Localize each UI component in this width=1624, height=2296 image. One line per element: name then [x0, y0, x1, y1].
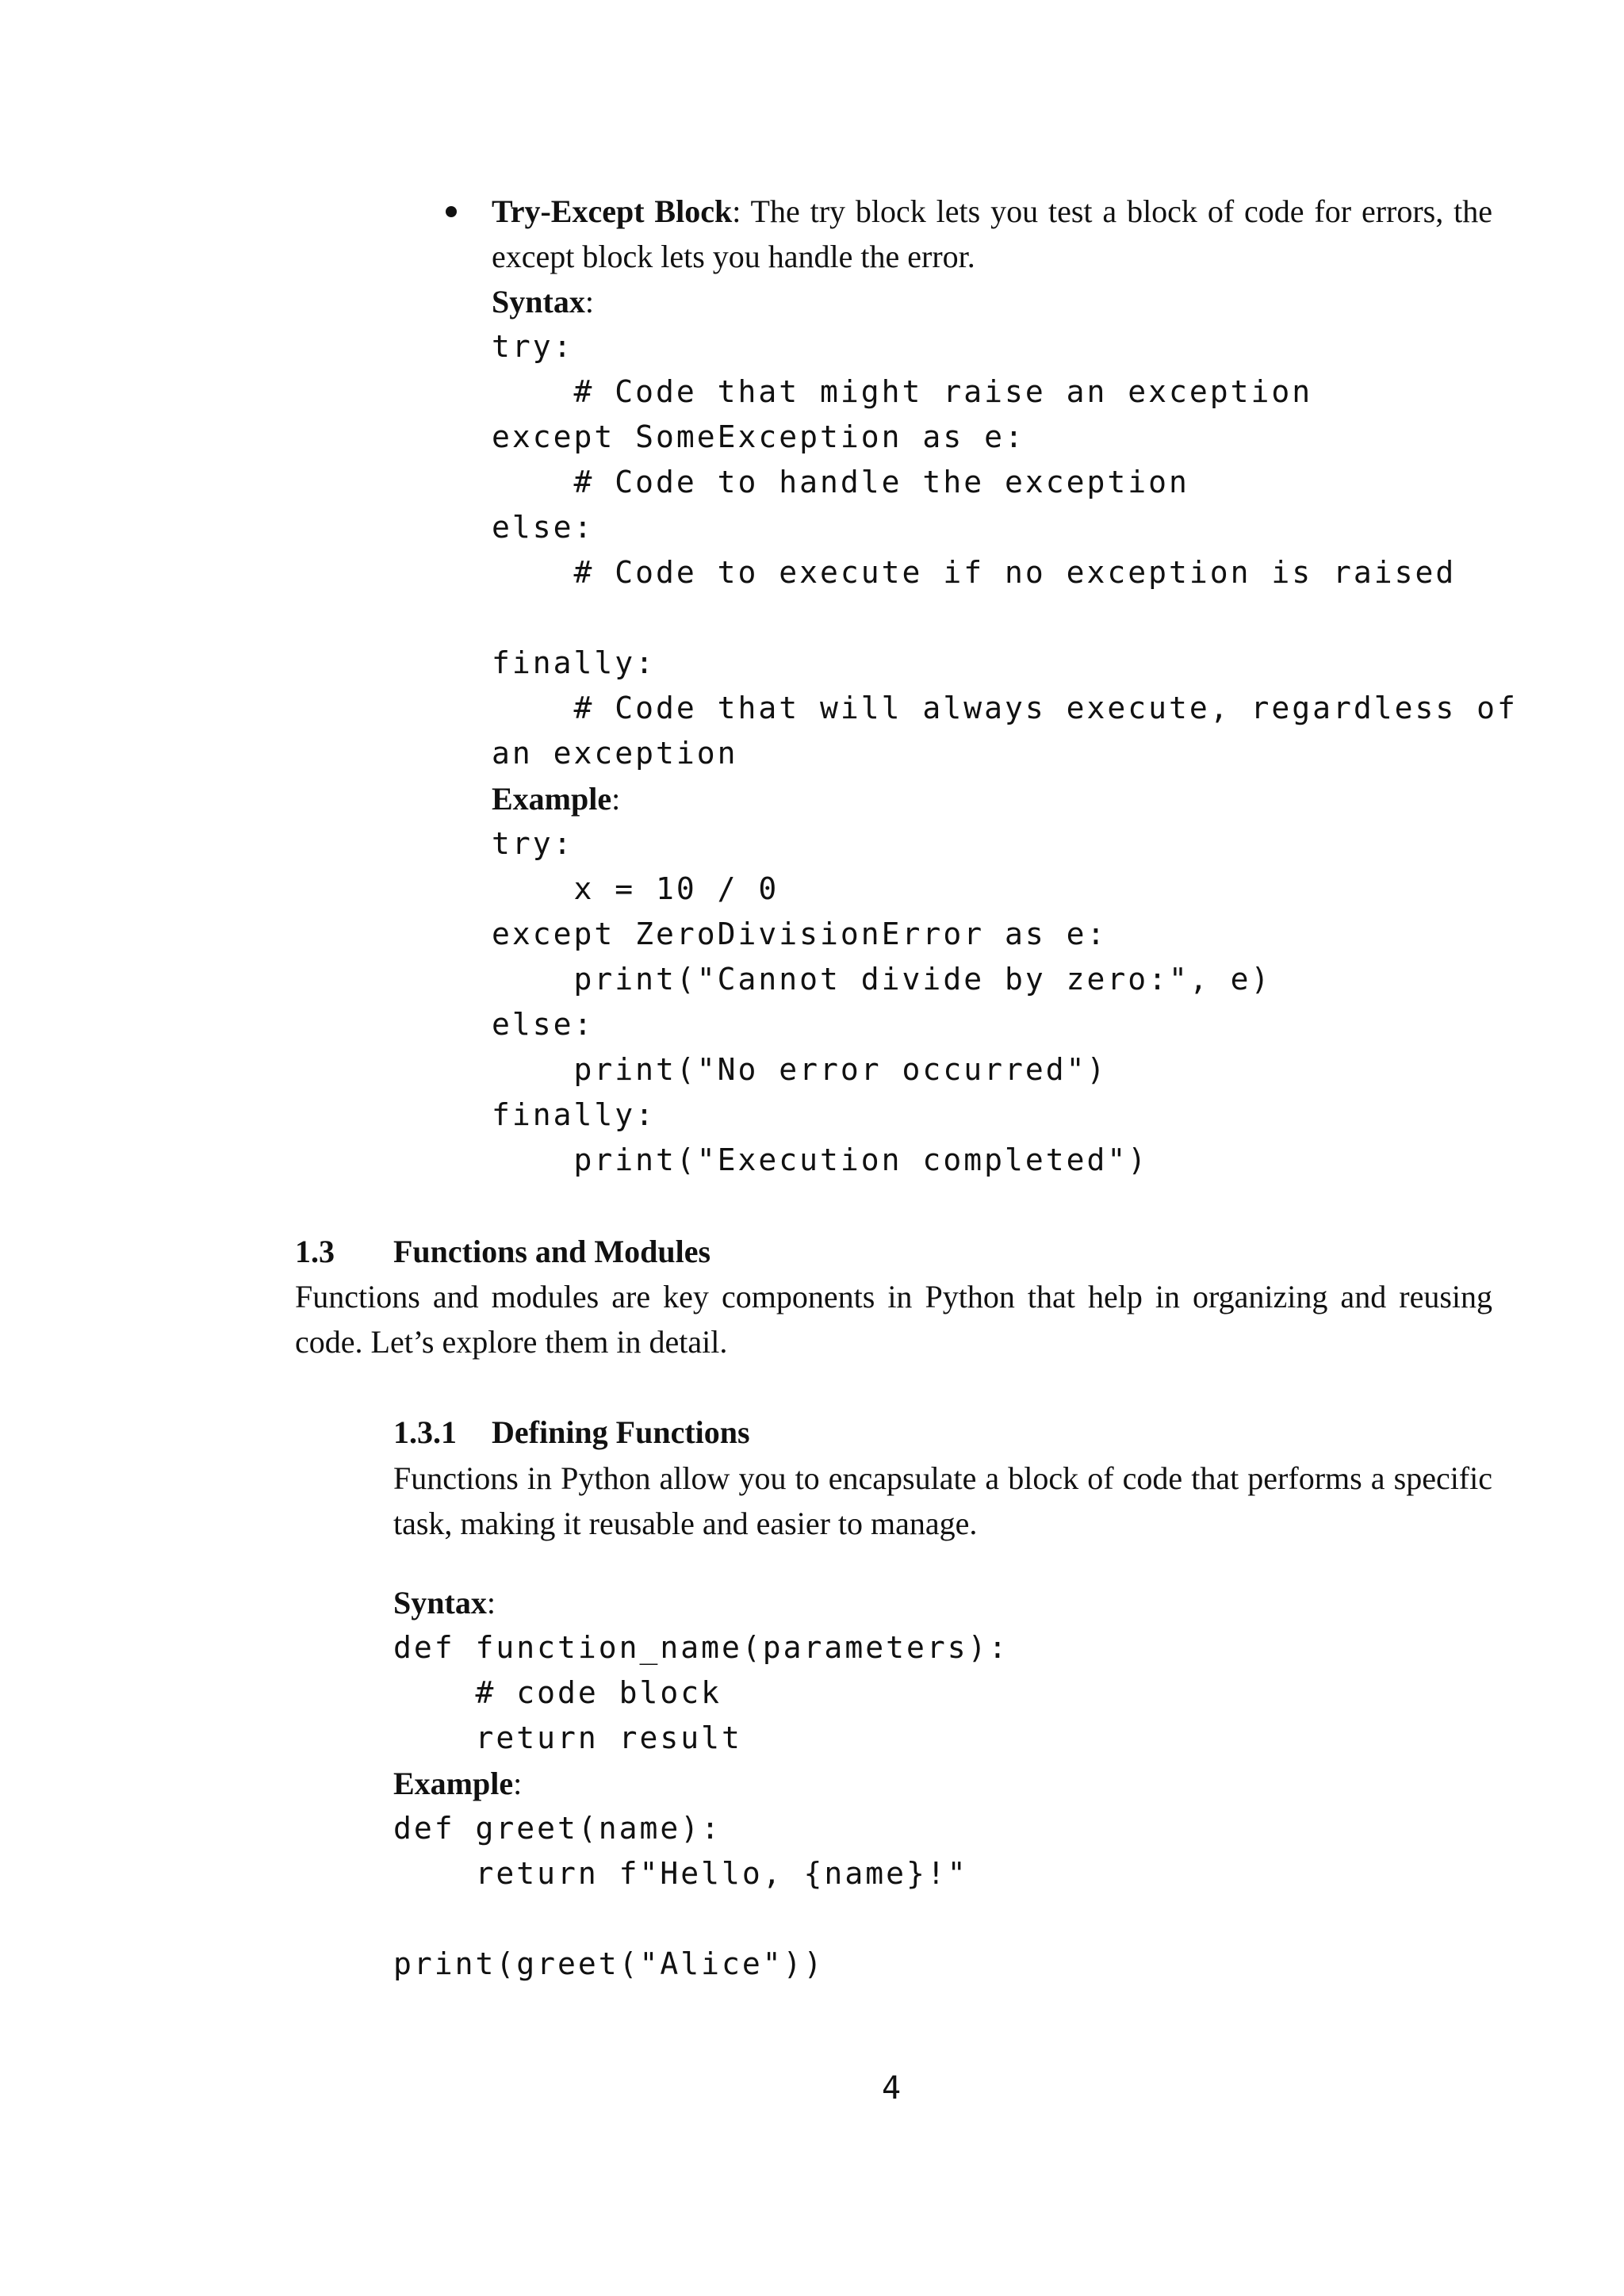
bullet-dot — [446, 206, 457, 217]
try-except-syntax-label-block — [492, 279, 594, 324]
try-except-syntax-code — [492, 324, 1518, 776]
section-heading-1-3 — [295, 1229, 710, 1274]
subsection-number: 1.3.1 — [393, 1414, 457, 1450]
page-number: 4 — [881, 2070, 902, 2107]
syntax-label-line: Syntax: — [393, 1585, 496, 1621]
subsection-title: Defining Functions — [492, 1414, 750, 1450]
functions-example-label-block — [393, 1761, 522, 1806]
try-except-example-code — [492, 821, 1271, 1183]
section-title: Functions and Modules — [393, 1234, 711, 1269]
syntax-label: Syntax — [393, 1585, 487, 1621]
code-block: try: # Code that might raise an exception except SomeException as e: # Code to handle the exception else: # Code to execute if no exception is raised finally: # Code that will always execute, regardless of an exception — [492, 329, 1518, 771]
section-number: 1.3 — [295, 1234, 335, 1269]
bullet-text: : The try block lets you test a block of code for errors, the except block lets you handle the error. — [492, 193, 1492, 274]
heading-row — [295, 1229, 710, 1274]
syntax-label-line: Syntax: — [492, 284, 594, 320]
functions-syntax-code — [393, 1625, 1009, 1761]
code-block: def function_name(parameters): # code block return result — [393, 1630, 1009, 1755]
code-block: def greet(name): return f"Hello, {name}!" print(greet("Alice")) — [393, 1811, 968, 1981]
syntax-label: Syntax — [492, 284, 585, 320]
example-label: Example — [393, 1766, 514, 1801]
code-block: try: x = 10 / 0 except ZeroDivisionError as e: print("Cannot divide by zero:", e) else: print("No error occurred") finally: print("Execution completed") — [492, 826, 1272, 1177]
heading-row — [393, 1410, 750, 1455]
bullet-term: Try-Except Block — [492, 193, 733, 229]
try-except-bullet — [492, 189, 1492, 279]
functions-syntax-label-block — [393, 1580, 496, 1625]
example-label: Example — [492, 781, 612, 817]
functions-example-code — [393, 1806, 968, 1987]
example-label-line: Example: — [393, 1766, 523, 1801]
section-intro: Functions and modules are key components in Python that help in organizing and reusing code. Let’s explore them in detail. — [295, 1279, 1492, 1360]
section-1-3-1-intro — [393, 1456, 1492, 1546]
subsection-intro: Functions in Python allow you to encapsulate a block of code that performs a specific task, making it reusable and easier to manage. — [393, 1460, 1492, 1541]
example-label-line: Example: — [492, 781, 621, 817]
section-1-3-intro — [295, 1274, 1492, 1364]
try-except-example-label-block — [492, 776, 620, 821]
section-heading-1-3-1 — [393, 1410, 750, 1455]
bullet-paragraph — [492, 189, 1492, 279]
